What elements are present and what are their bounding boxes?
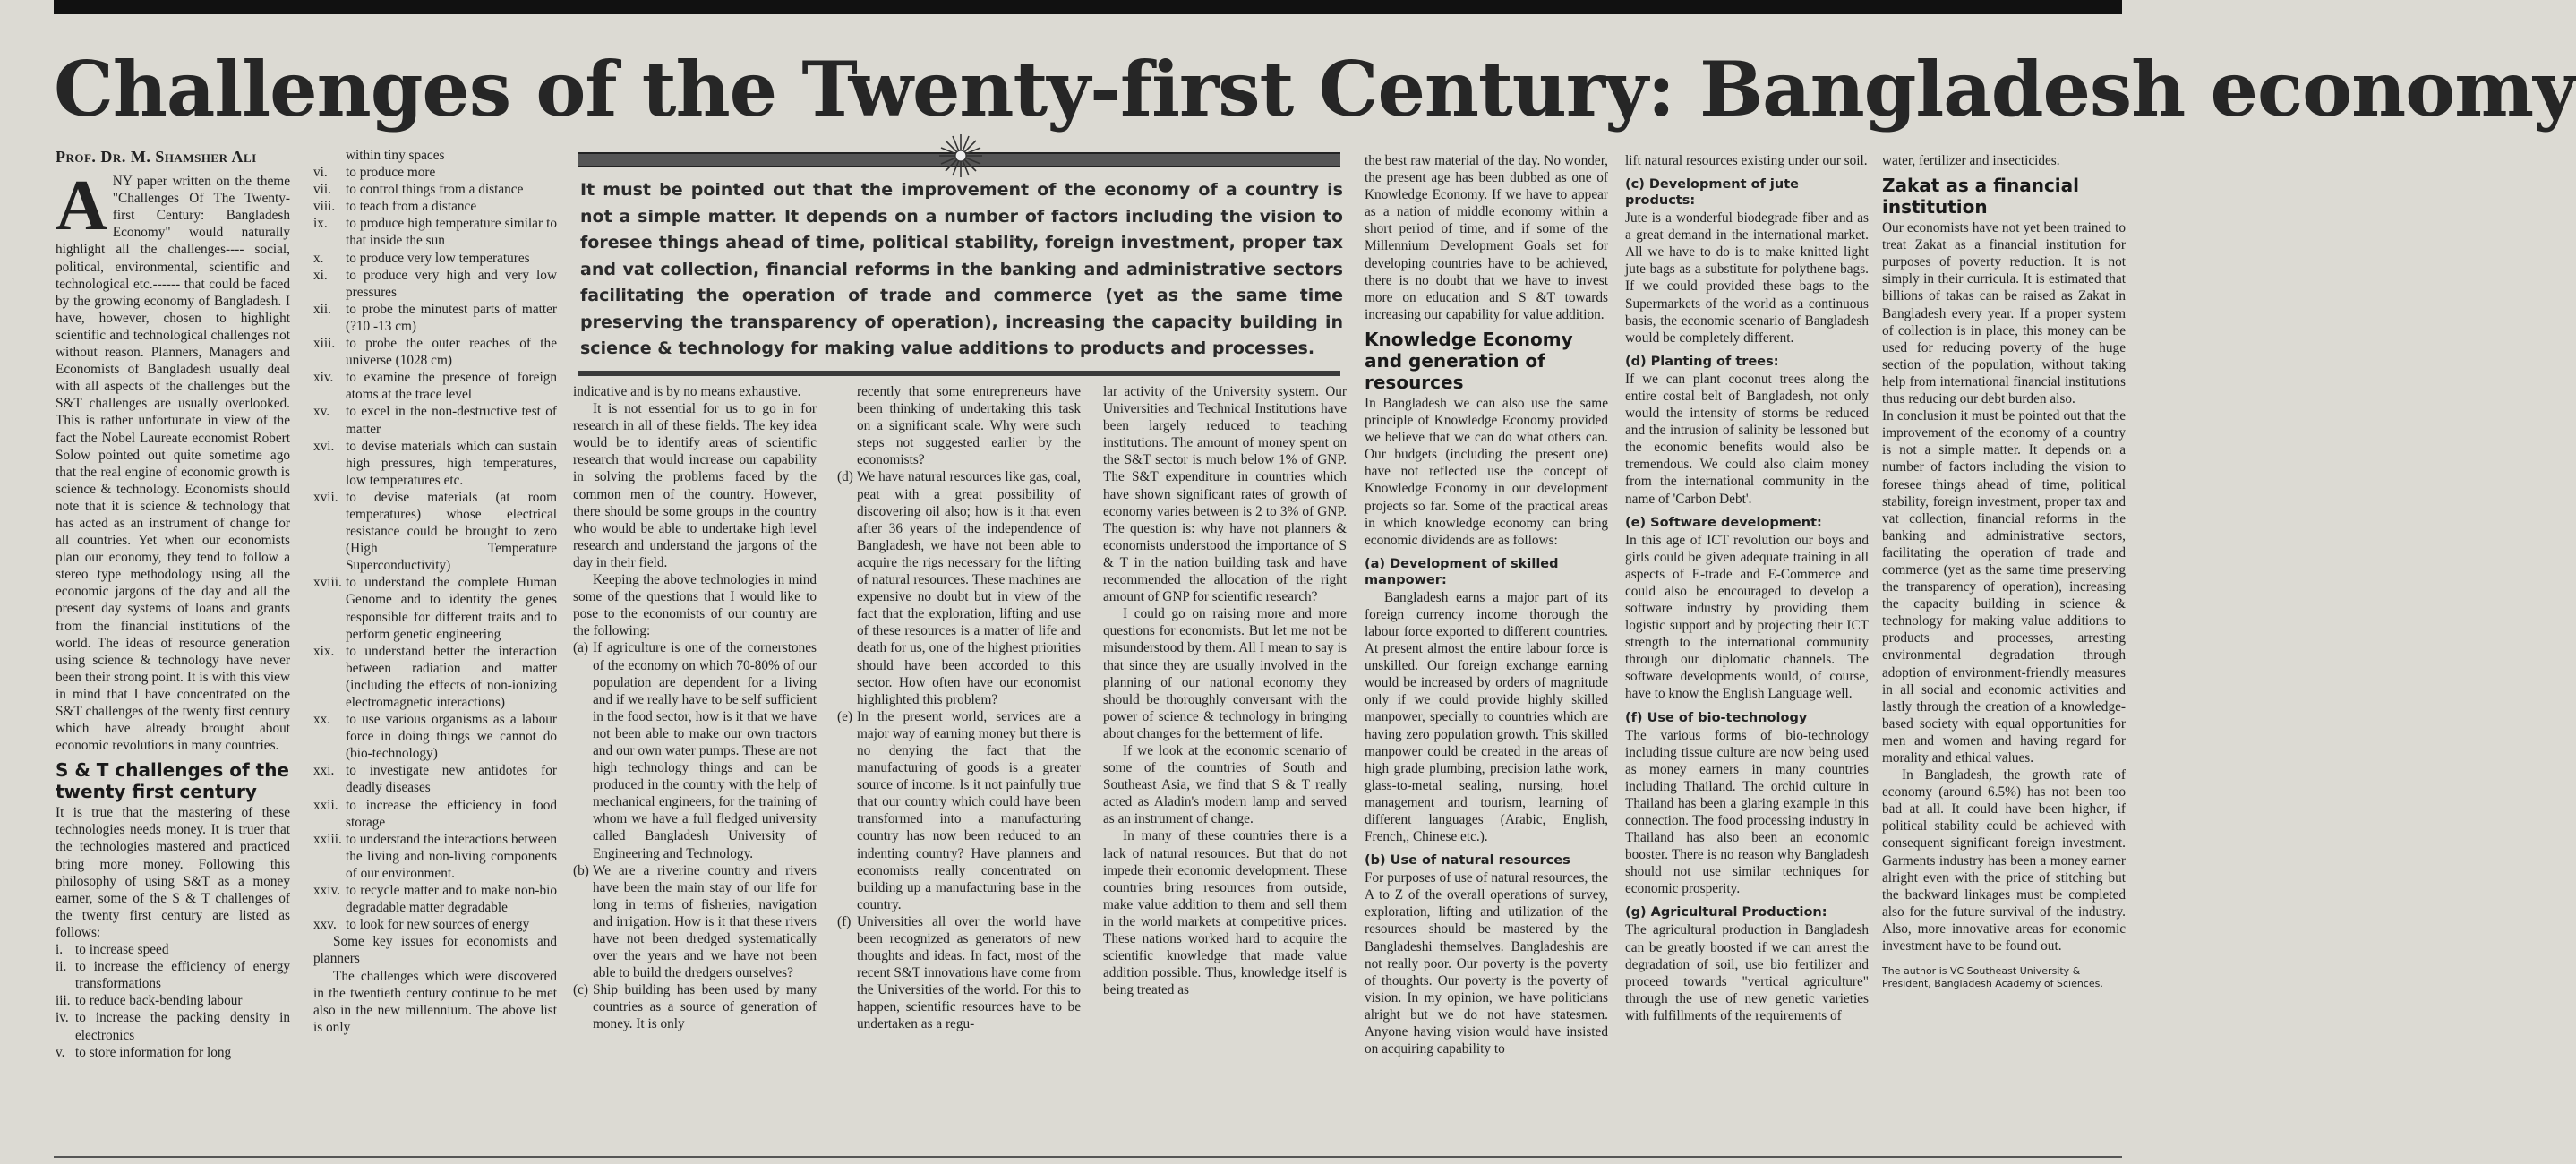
column-2 (313, 147, 557, 1146)
intro-text: NY paper written on the theme "Challenges Of The Twenty-first Century: Bangladesh Economy" would naturally highlight all the challenges---- social, political, environmental, scientific and technological etc.------ that could be faced by the growing economy of Bangladesh. I have, however, chosen to highlight scientific and technological challenges not without reason. Planners, Managers and Economists of Bangladesh usually deal with all aspects of the challenges but the S&T challenges are usually overlooked. This is rather unfortunate in view of the fact the Nobel Laureate economist Robert Solow pointed out quite sometime ago that the real engine of economic growth is science & technology. Economists should note that it is science & technology that has acted as an instrument of change for all countries. Yet when our economists plan our economy, they tend to follow a stereo type methodology using all the economic jargons of the day and all the present day systems of loans and grants from the financial institutions of the world. The ideas of resource generation using science & technology have never been their strong point. It is with this view in mind that I have concentrated on the S&T challenges of the twenty first century which have already brought about economic revolutions in many countries. (56, 174, 290, 754)
list-item: xvii. to devise materials (at room temperatures) whose electrical resistance could be brought to zero (High Temperature Superconductivity) (313, 489, 557, 574)
col3-paragraph: indicative and is by no means exhaustive. (573, 384, 801, 399)
subhead-e-text: In this age of ICT revolution our boys and girls could be given adequate training in all aspects of E-trade and E-Commerce and could also be encouraged to develop a software industry by providing them logistic support and by projecting their ICT strength to the international community through our diplomatic channels. The software developments would, of course, have to know the English Language well. (1625, 532, 1869, 702)
list-item: iv. to increase the packing density in electronics (56, 1010, 290, 1043)
column-3 (573, 383, 817, 1146)
subhead-c-text: Jute is a wonderful biodegrade fiber and as a great demand in the international market. All we have to do is to make knitted light jute bags as a substitute for polythene bags. If we could provided these bags to the Supermarkets of the world as a continuous basis, the economic scenario of Bangladesh would be completely different. (1625, 210, 1869, 346)
col6-paragraph: the best raw material of the day. No wonder, the present age has been dubbed as one of Knowledge Economy. If we have to appear as a nation of middle economy within a short period of time, and if some of the Millennium Development Goals set for developing countries have to be achieved, there is no doubt that we have to invest more on education and S &T towards increasing our capability for value addition. (1365, 153, 1608, 322)
list-item: xxv. to look for new sources of energy (313, 917, 530, 933)
list-item: xvi. to devise materials which can sustain high pressures, high temperatures, low temperatures etc. (313, 438, 557, 488)
column-4 (837, 383, 1081, 1146)
list-item: xx. to use various organisms as a labour force in doing things we cannot do (bio-technology) (313, 712, 557, 762)
column-1 (56, 149, 290, 1146)
col8-paragraph: In Bangladesh, the growth rate of economy (around 6.5%) has not been too bad at all. It could have been higher, if political stability could be achieved with consequent significant foreign investment. Garments industry has been a money earner alright even with the price of stitching but the backward linkages must be completed also for the future survival of the industry. Also, more innovative areas for economic investment have to be found out. (1882, 767, 2126, 954)
list-item: xi. to produce very high and very low pressures (313, 267, 557, 300)
col5-paragraph: lar activity of the University system. Our Universities and Technical Institutions have been largely reduced to teaching institutions. The amount of money spent on the S&T sector is much below 1% of GNP. The S&T expenditure in countries which have shown significant rates of growth of economy varies between is 2 to 3% of GNP. The question is: why have not planners & economists understood the importance of S & T in the nation building task and have recommended the allocation of the right amount of GNP for scientific research? (1103, 384, 1347, 605)
subhead-e: (e) Software development: (1625, 515, 1822, 530)
list-item: vi. to produce more (313, 165, 436, 181)
question-a: (a) If agriculture is one of the cornerstones of the economy on which 70-80% of our population are dependent for a living and if we really have to be self sufficient in the food sector, how is it that we have not been able to make our own tractors and our own water pumps. These are not high technology things and can be produced in the country with the help of mechanical engineers, for the training of whom we have a full fledged university called Bangladesh University of Engineering and Technology. (573, 640, 817, 861)
knowledge-economy-heading: Knowledge Economy and generation of resources (1365, 328, 1573, 393)
column-8 (1882, 152, 2126, 1146)
col5-paragraph: If we look at the economic scenario of some of the countries of South and Southeast Asia, we find that S & T really acted as Aladin's modern lamp and served as an instrument of change. (1103, 742, 1347, 827)
question-e: (e) In the present world, services are a major way of earning money but there is no denying the fact that the manufacturing of goods is a greater source of income. Is it not painfully true that our country which could have been transformed into a manufacturing country has now been reduced to an indenting country? Have planners and economists really concentrated on building up a manufacturing base in the country. (837, 708, 1081, 912)
st-paragraph: It is true that the mastering of these technologies needs money. It is truer that the technologies mastered and practiced bring more money. Following this philosophy of using S&T as a money earner, some of the S & T challenges of the twenty first century are listed as follows: (56, 805, 290, 940)
intro-paragraph (56, 167, 290, 754)
subhead-g: (g) Agricultural Production: (1625, 905, 1827, 920)
col5-paragraph: In many of these countries there is a lack of natural resources. But that do not impede their economic development. These countries bring resources from outside, make value addition to them and sell them in the world markets at competitive prices. These nations worked hard to acquire the scientific knowledge that made value addition possible. Thus, knowledge itself is being treated as (1103, 828, 1347, 998)
list-item: iii. to reduce back-bending labour (56, 993, 243, 1009)
list-item: within tiny spaces (346, 148, 445, 163)
byline: Prof. Dr. M. Shamsher Ali (56, 148, 257, 166)
list-item: xxiii. to understand the interactions between the living and non-living components of our environment. (313, 831, 557, 881)
question-b: (b) We are a riverine country and rivers have been the main stay of our life for long in terms of fisheries, navigation and irrigation. How is it that these rivers have not been dredged systematically over the years and we have not been able to build the dredgers ourselves? (573, 862, 817, 981)
list-item: i. to increase speed (56, 942, 169, 958)
question-c-continued: recently that some entrepreneurs have been thinking of undertaking this task on a significant scale. Why were such steps not suggested earlier by the economists? (857, 384, 1081, 468)
drop-cap: A (56, 167, 107, 246)
list-item: xii. to probe the minutest parts of matter (?10 -13 cm) (313, 301, 557, 334)
col3-paragraph: Keeping the above technologies in mind some of the questions that I would like to pose to the economists of our country are the following: (573, 572, 817, 639)
challenge-list-continued (313, 164, 557, 933)
pullquote-bottom-rule (578, 371, 1340, 376)
col3-paragraph: It is not essential for us to go in for research in all of these fields. The key idea would be to identify areas of scientific research that would increase our capability in solving the problems faced by the common men of the country. However, there should be some groups in the country who would be able to undertake high level research and understand the jargons of the day in their field. (573, 401, 817, 570)
list-item: ix. to produce high temperature similar to that inside the sun (313, 216, 557, 249)
list-item: v. to store information for long (56, 1044, 232, 1060)
col8-paragraph: Our economists have not yet been trained to treat Zakat as a financial institution for purposes of poverty reduction. It is not simply in their curricula. It is estimated that billions of takas can be raised as Zakat in Bangladesh every year. If a proper system of collection is in place, this money can be used for reducing poverty of the huge section of the population, without taking help from international financial institutions thus reducing our debt burden also. (1882, 220, 2126, 407)
list-item: vii. to control things from a distance (313, 182, 524, 198)
subhead-a: (a) Development of skilled manpower: (1365, 556, 1559, 587)
col8-paragraph: water, fertilizer and insecticides. (1882, 153, 2060, 168)
subhead-b-text: For purposes of use of natural resources, the A to Z of the overall operations of survey, exploration, lifting and utilization of the resources should be mastered by the Bangladeshi themselves. Bangladeshis are not really poor. Our poverty is the poverty of thoughts. Our poverty is the poverty of vision. In my opinion, we have politicians alright but we do not have statesmen. Anyone having vision would have insisted on acquiring capability to (1365, 870, 1608, 1057)
column-6 (1365, 152, 1608, 1146)
list-item: xiii. to probe the outer reaches of the universe (1028 cm) (313, 336, 557, 369)
question-d: (d) We have natural resources like gas, coal, peat with a great possibility of discovering oil also; how is it that even after 36 years of the independence of Bangladesh, we have not been able to acquire the rigs necessary for the lifting of natural resources. These machines are expensive no doubt but in view of the fact that the exploration, lifting and use of these resources is a matter of life and death for us, one of the highest priorities should have been accorded to this sector. How often have our economist highlighted this problem? (837, 469, 1081, 707)
list-item: xxi. to investigate new antidotes for deadly diseases (313, 763, 557, 796)
challenge-list (56, 941, 290, 1061)
column-5 (1103, 383, 1347, 1146)
list-item: ii. to increase the efficiency of energy transformations (56, 959, 290, 992)
author-credit: The author is VC Southeast University & President, Bangladesh Academy of Sciences. (1882, 965, 2103, 990)
list-item: xxiv. to recycle matter and to make non-bio degradable matter degradable (313, 883, 557, 916)
list-item: xv. to excel in the non-destructive test of matter (313, 404, 557, 437)
headline: Challenges of the Twenty-first Century: Bangladesh economy (54, 45, 2576, 133)
col5-paragraph: I could go on raising more and more questions for economists. But let me not be misunderstood by them. All I mean to say is that since they are usually involved in the planning of our national economy they should be thoroughly conversant with the power of science & technology in bringing about changes for the betterment of life. (1103, 606, 1347, 741)
bottom-rule (54, 1156, 2122, 1158)
subhead-d: (d) Planting of trees: (1625, 354, 1779, 369)
col7-paragraph: lift natural resources existing under our soil. (1625, 153, 1868, 168)
column-7 (1625, 152, 1869, 1146)
question-c: (c) Ship building has been used by many countries as a source of generation of money. It is only (573, 982, 817, 1032)
st-heading: S & T challenges of the twenty first century (56, 759, 289, 803)
subhead-b: (b) Use of natural resources (1365, 853, 1570, 869)
subhead-d-text: If we can plant coconut trees along the entire costal belt of Bangladesh, not only would the intensity of storms be reduced and the intrusion of salinity be lessoned but the economic benefits would also be tremendous. We could also claim money from the international community in the name of 'Carbon Debt'. (1625, 371, 1869, 507)
list-item: x. to produce very low temperatures (313, 250, 530, 266)
zakat-heading: Zakat as a financial institution (1882, 175, 2079, 218)
list-item: viii. to teach from a distance (313, 199, 477, 215)
key-issues-lead: Some key issues for economists and planners (313, 934, 557, 967)
top-rule (54, 0, 2122, 14)
subhead-f: (f) Use of bio-technology (1625, 710, 1808, 725)
subhead-c: (c) Development of jute products: (1625, 177, 1799, 209)
subhead-f-text: The various forms of bio-technology including tissue culture are now being used as money earners in many countries including Thailand. The orchid culture in Thailand has been a glaring example in this connection. The food processing industry in Thailand has also been an economic booster. There is no reason why Bangladesh should not use similar techniques for economic prosperity. (1625, 727, 1869, 897)
col6-paragraph: In Bangladesh we can also use the same principle of Knowledge Economy provided we believe that we can do what others can. Our budgets (including the present one) have not reflected use the concept of Knowledge Economy in our development projects so far. Some of the practical areas in which knowledge economy can bring economic dividends are as follows: (1365, 395, 1608, 548)
list-item: xxii. to increase the efficiency in food storage (313, 797, 557, 830)
col8-paragraph: In conclusion it must be pointed out that the improvement of the economy of a country is not a simple matter. It depends on a number of factors including the vision to foresee things ahead of time, political stability, foreign investment, proper tax and vat collection, financial reforms in the banking and administrative sectors, facilitating the operation of trade and commerce (yet as the same time preserving the transparency of operation), increasing the capacity building in science & technology for making value additions to products and processes, arresting environmental degradation through adoption of environment-friendly measures in all social and economic activities and lastly through the creation of a knowledge-based society with equal opportunities for men and women and having regard for morality and ethical values. (1882, 408, 2126, 766)
subhead-a-text: Bangladesh earns a major part of its foreign currency income thorough the labour force exported to different countries. At present almost the entire labour force is unskilled. Our foreign exchange earning would be increased by orders of magnitude only if we could provide highly skilled manpower, specially to countries which are having zero population growth. This skilled manpower could be created in the areas of high grade plumbing, precision lathe work, glass-to-metal sealing, nursing, hotel management and tourism, learning of different languages (Arabic, English, French,, Chinese etc.). (1365, 589, 1608, 845)
list-item: xix. to understand better the interaction between radiation and matter (including the effects of non-ionizing electromagnetic interactions) (313, 643, 557, 710)
subhead-g-text: The agricultural production in Bangladesh can be greatly boosted if we can arrest the degradation of soil, use bio fertilizer and proceed towards "vertical agriculture" through the use of new genetic varieties with fulfillments of the requirements of (1625, 922, 1869, 1023)
list-item: xviii. to understand the complete Human Genome and to identity the genes responsible for different traits and to perform genetic engineering (313, 575, 557, 642)
starburst-icon (937, 133, 984, 179)
question-f: (f) Universities all over the world have been recognized as generators of new thoughts and ideas. In fact, most of the recent S&T innovations have come from the Universities of the world. For this to happen, scientific resources have to be undertaken as a regu- (837, 913, 1081, 1032)
col2-paragraph: The challenges which were discovered in the twentieth century continue to be met also in the new millennium. The above list is only (313, 968, 557, 1035)
pullquote: It must be pointed out that the improvement of the economy of a country is not a simple matter. It depends on a number of factors including the vision to foresee things ahead of time, political stability, foreign investment, proper tax and vat collection, financial reforms in the banking and administrative sectors facilitating the operation of trade and commerce (yet as the same time preserving the transparency of operation), increasing the capacity building in science & technology for making value additions to products and processes. (580, 180, 1343, 358)
list-item: xiv. to examine the presence of foreign atoms at the trace level (313, 370, 557, 403)
